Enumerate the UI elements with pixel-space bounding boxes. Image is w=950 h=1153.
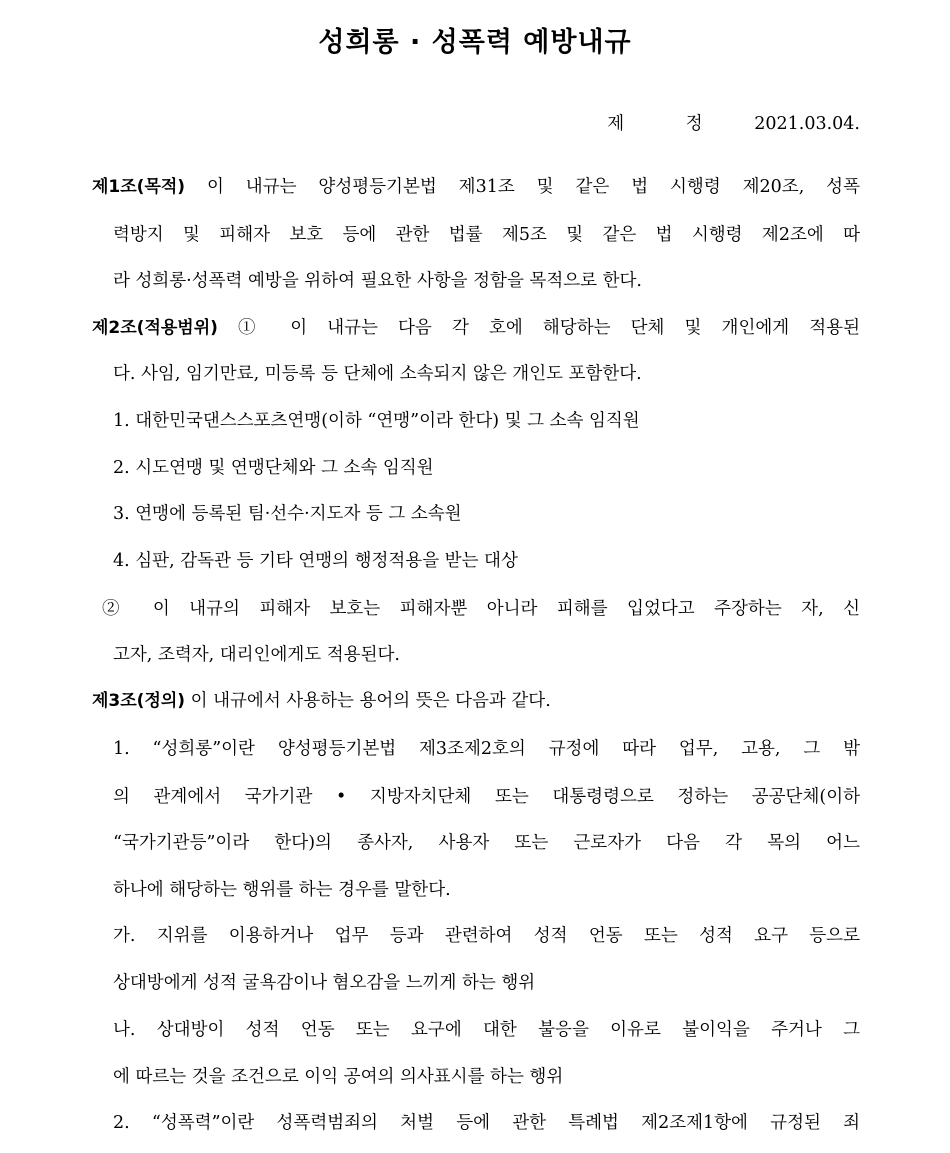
article-2-para-2-line-2: 고자, 조력자, 대리인에게도 적용된다. (113, 645, 400, 665)
article-1-text-3: 라 성희롱·성폭력 예방을 위하여 필요한 사항을 정함을 목적으로 한다. (113, 271, 642, 291)
document-title: 성희롱 · 성폭력 예방내규 (318, 27, 632, 58)
article-2-heading: 제2조(적용범위) (92, 318, 218, 338)
article-3-def-1-line-1: 1. “성희롱”이란 양성평등기본법 제3조제2호의 규정에 따라 업무, 고용, 그 밖 (113, 739, 860, 759)
article-3-line-1 (92, 689, 860, 713)
article-2-line-1 (92, 316, 860, 340)
enactment-line (607, 110, 860, 135)
article-1-text-2: 력방지 및 피해자 보호 등에 관한 법률 제5조 및 같은 법 시행령 제2조에 따 (113, 225, 860, 245)
article-3-heading: 제3조(정의) (92, 691, 186, 711)
article-3-def-1-line-3: “국가기관등”이라 한다)의 종사자, 사용자 또는 근로자가 다음 각 목의 어느 (113, 833, 860, 853)
article-2-text-1: ① 이 내규는 다음 각 호에 해당하는 단체 및 개인에게 적용된 (238, 318, 860, 338)
article-3-def-1-line-4: 하나에 해당하는 행위를 하는 경우를 말한다. (113, 880, 451, 900)
article-3-item-na-line-2: 에 따르는 것을 조건으로 이익 공여의 의사표시를 하는 행위 (113, 1067, 564, 1087)
article-2-item-3: 3. 연맹에 등록된 팀·선수·지도자 등 그 소속원 (113, 504, 462, 524)
article-3-def-2-line-1: 2. “성폭력”이란 성폭력범죄의 처벌 등에 관한 특례법 제2조제1항에 규정된 죄 (113, 1113, 860, 1133)
article-2-item-4: 4. 심판, 감독관 등 기타 연맹의 행정적용을 받는 대상 (113, 551, 518, 571)
article-2-item-2: 2. 시도연맹 및 연맹단체와 그 소속 임직원 (113, 458, 434, 478)
enactment-date: 2021.03.04. (754, 114, 860, 134)
article-2-para-2-line-1: ② 이 내규의 피해자 보호는 피해자뿐 아니라 피해를 입었다고 주장하는 자, 신 (102, 599, 860, 619)
article-1-line-1 (92, 175, 860, 199)
enactment-label: 제 정 (607, 114, 731, 134)
article-2-text-2: 다. 사임, 임기만료, 미등록 등 단체에 소속되지 않은 개인도 포함한다. (113, 364, 642, 384)
article-2-item-1: 1. 대한민국댄스스포츠연맹(이하 “연맹”이라 한다) 및 그 소속 임직원 (113, 411, 640, 431)
article-3-item-na-line-1: 나. 상대방이 성적 언동 또는 요구에 대한 불응을 이유로 불이익을 주거나 그 (113, 1020, 860, 1040)
article-3-text-1: 이 내규에서 사용하는 용어의 뜻은 다음과 같다. (190, 691, 551, 711)
article-3-item-ga-line-2: 상대방에게 성적 굴욕감이나 혐오감을 느끼게 하는 행위 (113, 973, 536, 993)
article-3-def-1-line-2: 의 관계에서 국가기관 • 지방자치단체 또는 대통령령으로 정하는 공공단체(이하 (113, 787, 860, 807)
article-1-heading: 제1조(목적) (92, 177, 186, 197)
article-3-item-ga-line-1: 가. 지위를 이용하거나 업무 등과 관련하여 성적 언동 또는 성적 요구 등으로 (113, 926, 860, 946)
article-1-text-1: 이 내규는 양성평등기본법 제31조 및 같은 법 시행령 제20조, 성폭 (206, 177, 860, 197)
